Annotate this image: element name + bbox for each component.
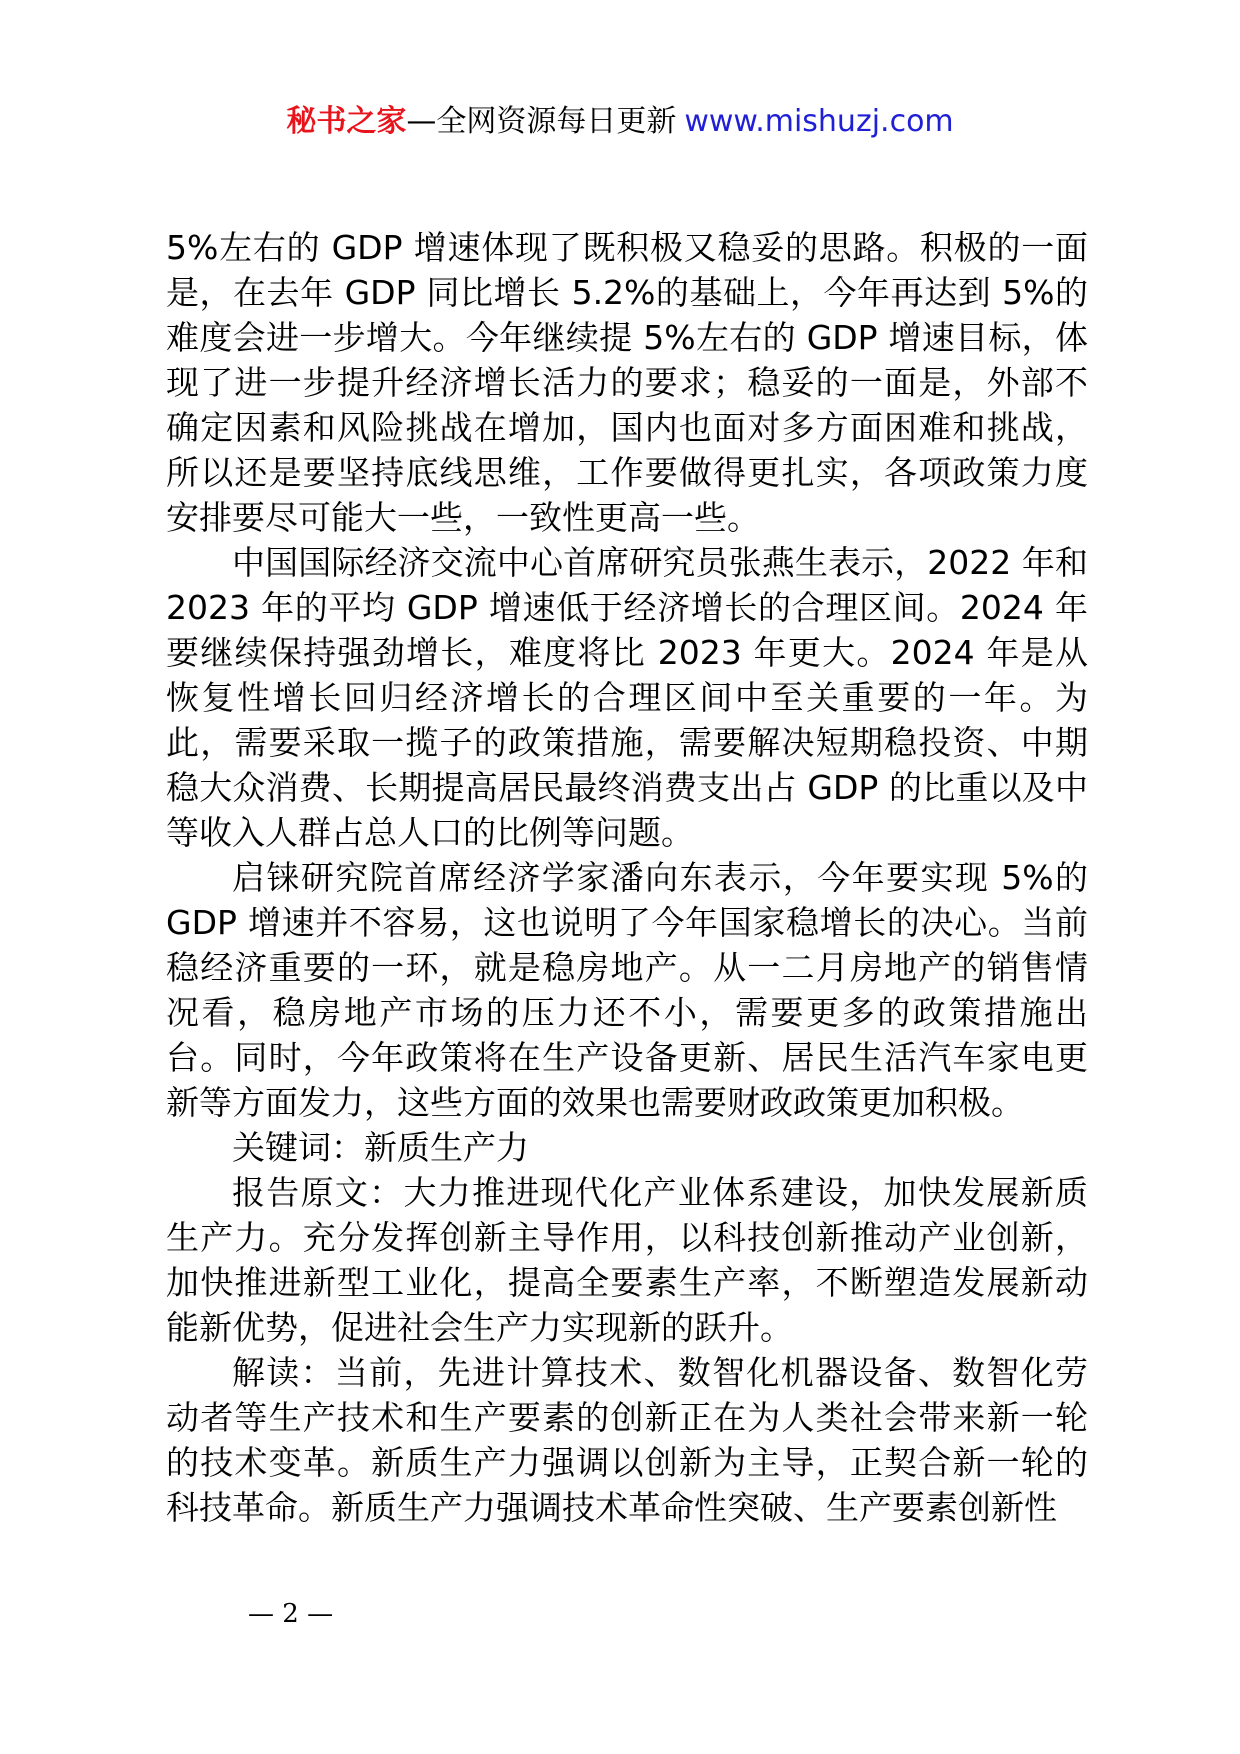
paragraph: 报告原文：大力推进现代化产业体系建设，加快发展新质生产力。充分发挥创新主导作用，以科技创新推动产业创新，加快推进新型工业化，提高全要素生产率，不断塑造发展新动能新优势，促进社会生产力实现新的跃升。 <box>166 1173 1088 1347</box>
brand-name: 秘书之家 <box>286 104 407 139</box>
site-slogan: —全网资源每日更新 <box>406 104 677 139</box>
document-body <box>166 225 1088 1530</box>
paragraph: 5%左右的 GDP 增速体现了既积极又稳妥的思路。积极的一面是，在去年 GDP 同比增长 5.2%的基础上，今年再达到 5%的难度会进一步增大。今年继续提 5%左右的 GDP 增速目标，体现了进一步提升经济增长活力的要求；稳妥的一面是，外部不确定因素和风险挑战在增加，国内也面对多方面困难和挑战，所以还是要坚持底线思维，工作要做得更扎实，各项政策力度安排要尽可能大一些，一致性更高一些。 <box>166 228 1088 537</box>
paragraph: 中国国际经济交流中心首席研究员张燕生表示，2022 年和 2023 年的平均 GDP 增速低于经济增长的合理区间。2024 年要继续保持强劲增长，难度将比 2023 年更大。2024 年是从恢复性增长回归经济增长的合理区间中至关重要的一年。为此，需要采取一揽子的政策措施，需要解决短期稳投资、中期稳大众消费、长期提高居民最终消费支出占 GDP 的比重以及中等收入人群占总人口的比例等问题。 <box>166 543 1088 852</box>
page-number: — 2 — <box>248 1599 334 1629</box>
paragraph: 启铼研究院首席经济学家潘向东表示，今年要实现 5%的 GDP 增速并不容易，这也说明了今年国家稳增长的决心。当前稳经济重要的一环，就是稳房地产。从一二月房地产的销售情况看，稳房地产市场的压力还不小，需要更多的政策措施出台。同时，今年政策将在生产设备更新、居民生活汽车家电更新等方面发力，这些方面的效果也需要财政政策更加积极。 <box>166 858 1088 1122</box>
site-header <box>0 100 1240 144</box>
keyword-heading: 关键词：新质生产力 <box>232 1128 529 1167</box>
site-url-link[interactable]: www.mishuzj.com <box>684 104 954 139</box>
paragraph: 解读：当前，先进计算技术、数智化机器设备、数智化劳动者等生产技术和生产要素的创新正在为人类社会带来新一轮的技术变革。新质生产力强调以创新为主导，正契合新一轮的科技革命。新质生产力强调技术革命性突破、生产要素创新性 <box>166 1353 1088 1527</box>
